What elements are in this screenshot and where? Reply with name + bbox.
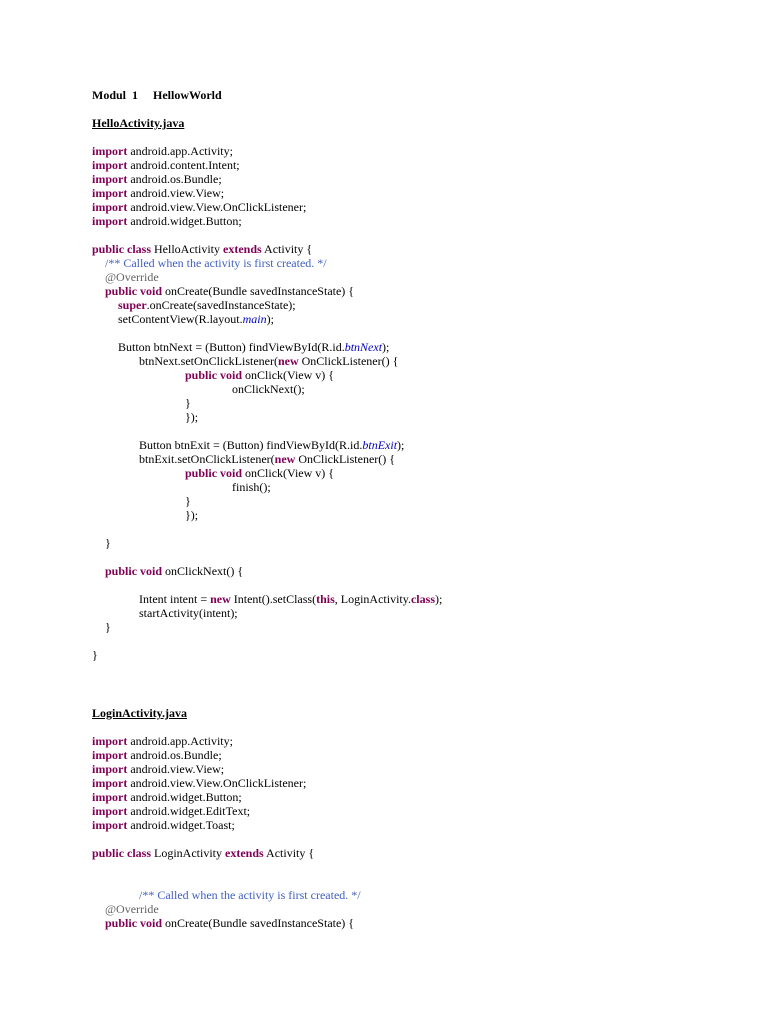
code-text: android.view.View;: [130, 186, 225, 200]
code-line: [92, 748, 222, 762]
keyword: import: [92, 172, 128, 186]
code-text: });: [185, 410, 199, 424]
code-text: startActivity(intent);: [139, 606, 238, 620]
code-text: , LoginActivity.: [334, 592, 411, 606]
code-line: [185, 466, 334, 480]
keyword: import: [92, 762, 128, 776]
comment: /** Called when the activity is first created. */: [105, 256, 327, 270]
section-heading-hello-activity: HelloActivity.java: [92, 116, 185, 130]
code-line: [92, 846, 314, 860]
code-text: android.widget.Button;: [130, 790, 242, 804]
code-text: Button btnExit = (Button) findViewById(R.id.: [139, 438, 363, 452]
code-line: [185, 368, 334, 382]
code-text: }: [105, 620, 111, 634]
keyword: public void: [105, 284, 163, 298]
code-line: [139, 606, 238, 620]
annotation: @Override: [105, 902, 159, 916]
code-text: android.widget.EditText;: [130, 804, 251, 818]
code-line: [92, 818, 235, 832]
keyword: public class: [92, 242, 152, 256]
code-line: [105, 916, 354, 930]
field-ref: btnNext: [344, 340, 383, 354]
code-text: Activity {: [266, 846, 315, 860]
code-text: }: [185, 396, 191, 410]
code-text: HelloActivity: [154, 242, 221, 256]
code-line: [92, 648, 98, 662]
code-text: Activity {: [264, 242, 313, 256]
keyword: public void: [185, 466, 243, 480]
keyword: class: [410, 592, 435, 606]
code-text: }: [185, 494, 191, 508]
code-text: OnClickListener() {: [298, 452, 396, 466]
code-text: btnExit.setOnClickListener(: [139, 452, 275, 466]
code-text: Button btnNext = (Button) findViewById(R.id.: [118, 340, 345, 354]
code-text: );: [266, 312, 274, 326]
keyword: import: [92, 790, 128, 804]
code-line: [185, 508, 198, 522]
code-text: android.view.View;: [130, 762, 225, 776]
code-text: android.app.Activity;: [130, 734, 233, 748]
keyword: this: [316, 592, 335, 606]
code-text: Intent intent =: [139, 592, 211, 606]
code-text: Intent().setClass(: [233, 592, 317, 606]
code-text: android.app.Activity;: [130, 144, 233, 158]
code-text: }: [92, 648, 98, 662]
keyword: import: [92, 186, 128, 200]
code-line: [139, 592, 442, 606]
code-text: finish();: [232, 480, 271, 494]
code-line: [92, 762, 224, 776]
code-line: [92, 734, 233, 748]
code-line: [139, 888, 361, 902]
keyword: import: [92, 748, 128, 762]
field-ref: main: [242, 312, 267, 326]
keyword: super: [118, 298, 147, 312]
keyword: new: [274, 452, 296, 466]
code-line: [185, 494, 191, 508]
code-line: [118, 340, 389, 354]
code-line: [92, 776, 306, 790]
code-text: OnClickListener() {: [301, 354, 399, 368]
code-text: onClickNext() {: [165, 564, 244, 578]
keyword: extends: [225, 846, 264, 860]
field-ref: btnExit: [362, 438, 398, 452]
code-text: );: [397, 438, 405, 452]
code-line: [92, 790, 242, 804]
code-text: android.content.Intent;: [130, 158, 240, 172]
code-line: [92, 804, 250, 818]
keyword: import: [92, 158, 128, 172]
keyword: public class: [92, 846, 152, 860]
keyword: import: [92, 214, 128, 228]
code-text: android.os.Bundle;: [130, 748, 222, 762]
keyword: new: [277, 354, 299, 368]
code-text: .onCreate(savedInstanceState);: [146, 298, 296, 312]
annotation: @Override: [105, 270, 159, 284]
code-text: onClick(View v) {: [245, 466, 335, 480]
code-text: btnNext.setOnClickListener(: [139, 354, 278, 368]
module-name: HellowWorld: [153, 88, 222, 102]
code-line: [92, 214, 242, 228]
code-line: [185, 396, 191, 410]
keyword: import: [92, 776, 128, 790]
code-line: [118, 298, 296, 312]
code-text: }: [105, 536, 111, 550]
keyword: import: [92, 144, 128, 158]
code-text: onClick(View v) {: [245, 368, 335, 382]
keyword: public void: [105, 916, 163, 930]
keyword: import: [92, 734, 128, 748]
code-text: onCreate(Bundle savedInstanceState) {: [165, 284, 355, 298]
code-line: [105, 902, 159, 916]
code-text: android.widget.Toast;: [130, 818, 235, 832]
code-line: [92, 144, 233, 158]
code-text: setContentView(R.layout.: [118, 312, 243, 326]
code-text: onClickNext();: [232, 382, 305, 396]
code-line: [105, 536, 111, 550]
module-title: [92, 88, 222, 102]
code-text: onCreate(Bundle savedInstanceState) {: [165, 916, 355, 930]
code-line: [92, 200, 306, 214]
code-line: [232, 382, 305, 396]
module-number: Modul 1: [92, 88, 139, 102]
code-text: android.widget.Button;: [130, 214, 242, 228]
code-line: [232, 480, 271, 494]
code-text: android.view.View.OnClickListener;: [130, 200, 307, 214]
code-line: [92, 172, 222, 186]
code-line: [185, 410, 198, 424]
code-text: LoginActivity: [154, 846, 223, 860]
code-text: );: [434, 592, 443, 606]
code-text: android.os.Bundle;: [130, 172, 222, 186]
code-text: android.view.View.OnClickListener;: [130, 776, 307, 790]
code-line: [92, 158, 240, 172]
code-line: [105, 564, 243, 578]
code-line: [92, 242, 312, 256]
keyword: import: [92, 818, 128, 832]
code-text: });: [185, 508, 199, 522]
code-line: [139, 354, 398, 368]
keyword: extends: [223, 242, 262, 256]
code-line: [105, 620, 111, 634]
keyword: public void: [185, 368, 243, 382]
comment: /** Called when the activity is first created. */: [139, 888, 361, 902]
code-line: [105, 270, 159, 284]
keyword: import: [92, 804, 128, 818]
keyword: public void: [105, 564, 163, 578]
keyword: import: [92, 200, 128, 214]
code-line: [139, 438, 404, 452]
code-line: [118, 312, 274, 326]
code-text: );: [382, 340, 390, 354]
code-line: [139, 452, 395, 466]
code-line: [92, 186, 224, 200]
code-line: [105, 256, 327, 270]
code-line: [105, 284, 354, 298]
keyword: new: [210, 592, 231, 606]
section-heading-login-activity: LoginActivity.java: [92, 706, 187, 720]
